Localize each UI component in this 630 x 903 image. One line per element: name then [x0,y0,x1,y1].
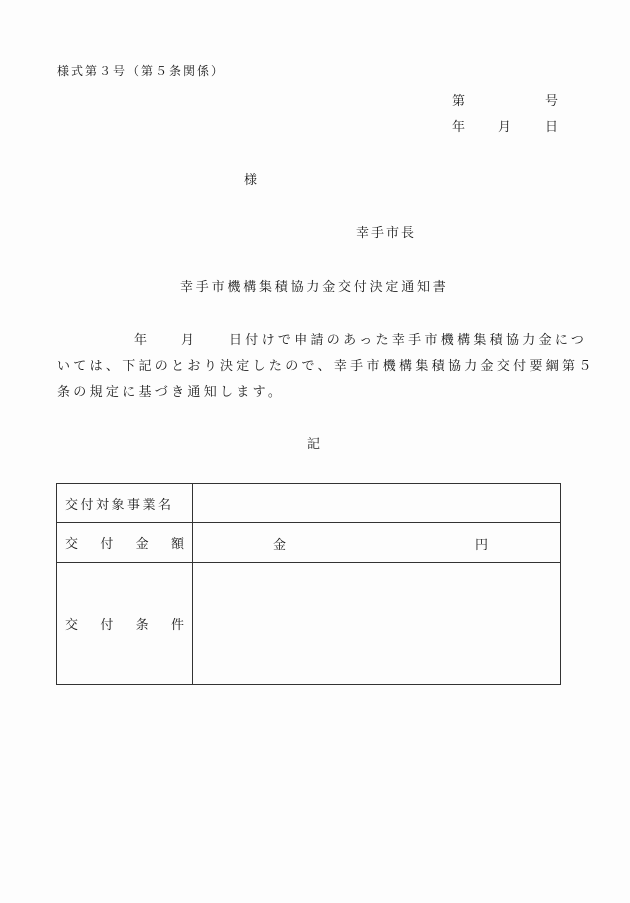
label-amount [57,523,193,563]
info-table [56,483,561,685]
label-conditions-char: 付 [100,618,114,633]
form-number: 様式第３号（第５条関係） [57,64,226,78]
table-row-project-name [57,484,561,523]
table-row-amount [57,523,561,563]
date-month: 月 [498,120,512,135]
amount-unit: 円 [475,538,489,553]
value-project-name [193,484,561,523]
label-project-name-text: 交付対象事業名 [65,497,174,513]
document-title: 幸手市機構集積協力金交付決定通知書 [180,280,449,295]
body-line-3: 条の規定に基づき通知します。 [57,385,285,400]
label-amount-char: 金 [135,537,149,552]
label-conditions-char: 条 [135,618,149,633]
doc-number-prefix: 第 [452,94,466,109]
body-line-1: 日付けで申請のあった幸手市機構集積協力金につ [229,333,588,348]
addressee-honorific: 様 [244,173,258,188]
value-conditions [193,563,561,685]
value-amount [193,523,561,563]
label-amount-char: 付 [100,537,114,552]
label-conditions-char: 件 [170,618,184,633]
date-day: 日 [545,120,559,135]
table-row-conditions [57,563,561,685]
ki-heading: 記 [307,437,321,452]
date-year: 年 [452,120,466,135]
doc-number-suffix: 号 [545,94,559,109]
body-year: 年 [134,333,151,348]
amount-prefix: 金 [273,538,287,553]
body-month: 月 [181,333,198,348]
label-conditions [57,563,193,685]
label-amount-char: 交 [65,537,79,552]
label-project-name [57,484,193,523]
body-line-2: いては、下記のとおり決定したので、幸手市機構集積協力金交付要綱第５ [57,359,595,374]
sender-name: 幸手市長 [356,226,417,241]
label-amount-char: 額 [170,537,184,552]
label-conditions-char: 交 [65,618,79,633]
